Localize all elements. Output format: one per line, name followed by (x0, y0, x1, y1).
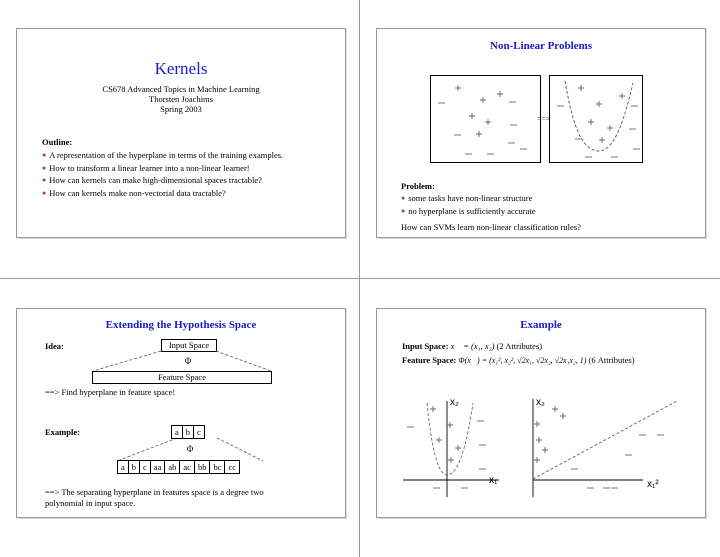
question-text: How can SVMs learn non-linear classification rules? (401, 222, 581, 232)
input-space-line (402, 341, 542, 352)
find-hyperplane-text: ==> Find hyperplane in feature space! (45, 387, 176, 397)
left-x-axis-label: x₁ (489, 475, 498, 486)
feature-cell: c (140, 461, 151, 473)
slide-kernels (16, 28, 346, 238)
outline-label: Outline: (42, 137, 73, 147)
feature-cell: aa (151, 461, 166, 473)
example-left-plot (399, 393, 517, 503)
feature-cell: bb (195, 461, 211, 473)
feature-cell: cc (228, 462, 237, 472)
arrow-label: ==> (537, 114, 550, 123)
feature-cell: bc (210, 461, 225, 473)
input-cell: a (172, 426, 183, 438)
feature-space-box: Feature Space (92, 371, 272, 384)
feature-cell: ab (165, 461, 180, 473)
page-divider-horizontal (0, 278, 720, 279)
list-item: ● some tasks have non-linear structure (401, 193, 533, 203)
feature-cells (117, 460, 240, 474)
slide-example (376, 308, 706, 518)
left-y-axis-label: x₂ (450, 397, 459, 408)
input-space-label: Input Space: (402, 341, 449, 351)
feature-space-line (402, 355, 635, 367)
list-item: ● How can kernels make non-vectorial data tractable? (42, 187, 226, 198)
input-attributes: (2 Attributes) (496, 341, 543, 351)
feature-cell: b (129, 461, 140, 473)
slide-title: Kernels (154, 59, 208, 78)
right-x-axis-label: x₁² (647, 479, 659, 490)
feature-attributes: (6 Attributes) (588, 355, 635, 365)
phi-symbol: Φ (184, 356, 192, 366)
problem-list (401, 192, 536, 217)
conclusion-line-1: ==> The separating hyperplane in features space is a degree two (45, 487, 264, 497)
idea-label: Idea: (45, 341, 64, 351)
input-cell: c (197, 427, 201, 437)
slide-nonlinear (376, 28, 706, 238)
course-name: CS678 Advanced Topics in Machine Learning (102, 84, 260, 94)
example-right-plot (527, 393, 687, 503)
input-formula: x⃗ = (x₁, x₂) (450, 341, 495, 351)
right-y-axis-label: x₂ (536, 397, 545, 408)
conclusion-line-2: polynomial in input space. (45, 498, 136, 508)
slide-extending (16, 308, 346, 518)
phi-symbol-example: Φ (186, 444, 194, 454)
list-item: ● How can kernels can make high-dimensional spaces tractable? (42, 175, 262, 186)
outline-list (42, 149, 283, 199)
problem-label: Problem: (401, 181, 435, 191)
feature-space-label: Feature Space: (402, 355, 457, 365)
feature-cell: a (118, 461, 129, 473)
list-item: ● How to transform a linear learner into a non-linear learner! (42, 162, 250, 173)
example-label: Example: (45, 427, 80, 437)
input-cells (171, 425, 205, 439)
slide-title: Non-Linear Problems (490, 40, 592, 52)
list-item: ● no hyperplane is sufficiently accurate (401, 205, 536, 216)
author-name: Thorsten Joachims (149, 94, 213, 104)
feature-formula: Φ(x⃗) = (x₁², x₂², √2x₁, √2x₂, √2x₁x₂, 1) (458, 356, 587, 365)
slide-title: Example (520, 319, 562, 331)
input-cell: b (183, 426, 194, 438)
input-space-box: Input Space (161, 339, 217, 352)
mapping-lines (17, 309, 345, 517)
nonlinear-right-plot (549, 75, 643, 163)
term: Spring 2003 (160, 104, 202, 114)
nonlinear-left-plot (430, 75, 541, 163)
slide-title: Extending the Hypothesis Space (105, 319, 257, 331)
list-item: ● A representation of the hyperplane in terms of the training examples. (42, 150, 284, 160)
feature-cell: ac (180, 461, 195, 473)
